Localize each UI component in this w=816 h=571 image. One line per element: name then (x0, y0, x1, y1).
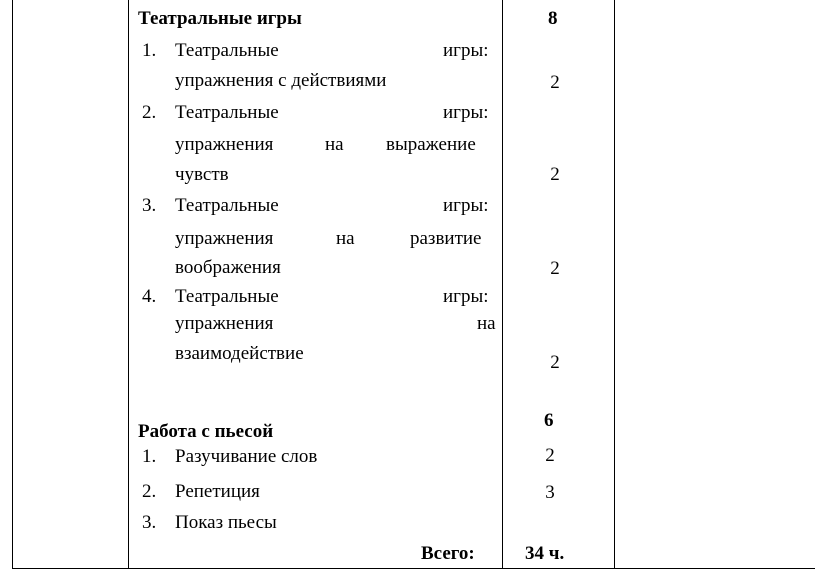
item-word: упражнения (175, 313, 274, 334)
item-line-left: Театральные (175, 102, 279, 123)
item-word: упражнения (175, 134, 274, 155)
section-hours-play-work: 6 (544, 410, 554, 431)
item-line-right: игры: (443, 102, 489, 123)
item-label: Разучивание слов (175, 446, 318, 467)
item-word: упражнения (175, 228, 274, 249)
section-title-theatre-games: Театральные игры (138, 8, 302, 29)
column-divider-3 (614, 0, 615, 568)
item-line-left: Театральные (175, 195, 279, 216)
item-line-left: Театральные (175, 40, 279, 61)
item-line: воображения (175, 257, 281, 278)
list-number: 1. (142, 446, 157, 467)
item-word: выражение (386, 134, 476, 155)
list-number: 2. (142, 481, 157, 502)
item-hours: 2 (550, 72, 560, 93)
column-divider-1 (128, 0, 129, 568)
item-label: Показ пьесы (175, 512, 277, 533)
item-word: на (325, 134, 344, 155)
item-line: чувств (175, 164, 229, 185)
item-word: на (336, 228, 355, 249)
list-number: 3. (142, 512, 157, 533)
column-divider-2 (502, 0, 503, 568)
item-line-right: игры: (443, 195, 489, 216)
item-line: упражнения с действиями (175, 70, 387, 91)
item-line: взаимодействие (175, 343, 304, 364)
list-number: 1. (142, 40, 157, 61)
section-hours-theatre-games: 8 (548, 8, 558, 29)
item-hours: 3 (545, 482, 555, 503)
item-line-right: игры: (443, 286, 489, 307)
table-border-left (12, 0, 13, 568)
item-word: развитие (410, 228, 482, 249)
item-hours: 2 (545, 445, 555, 466)
item-word: на (477, 313, 496, 334)
table-border-bottom (12, 568, 815, 569)
list-number: 4. (142, 286, 157, 307)
total-label: Всего: (421, 543, 475, 564)
item-line-right: игры: (443, 40, 489, 61)
item-hours: 2 (550, 164, 560, 185)
item-hours: 2 (550, 258, 560, 279)
list-number: 3. (142, 195, 157, 216)
list-number: 2. (142, 102, 157, 123)
item-line-left: Театральные (175, 286, 279, 307)
item-hours: 2 (550, 352, 560, 373)
total-value: 34 ч. (525, 543, 565, 564)
item-label: Репетиция (175, 481, 260, 502)
section-title-play-work: Работа с пьесой (138, 421, 274, 442)
